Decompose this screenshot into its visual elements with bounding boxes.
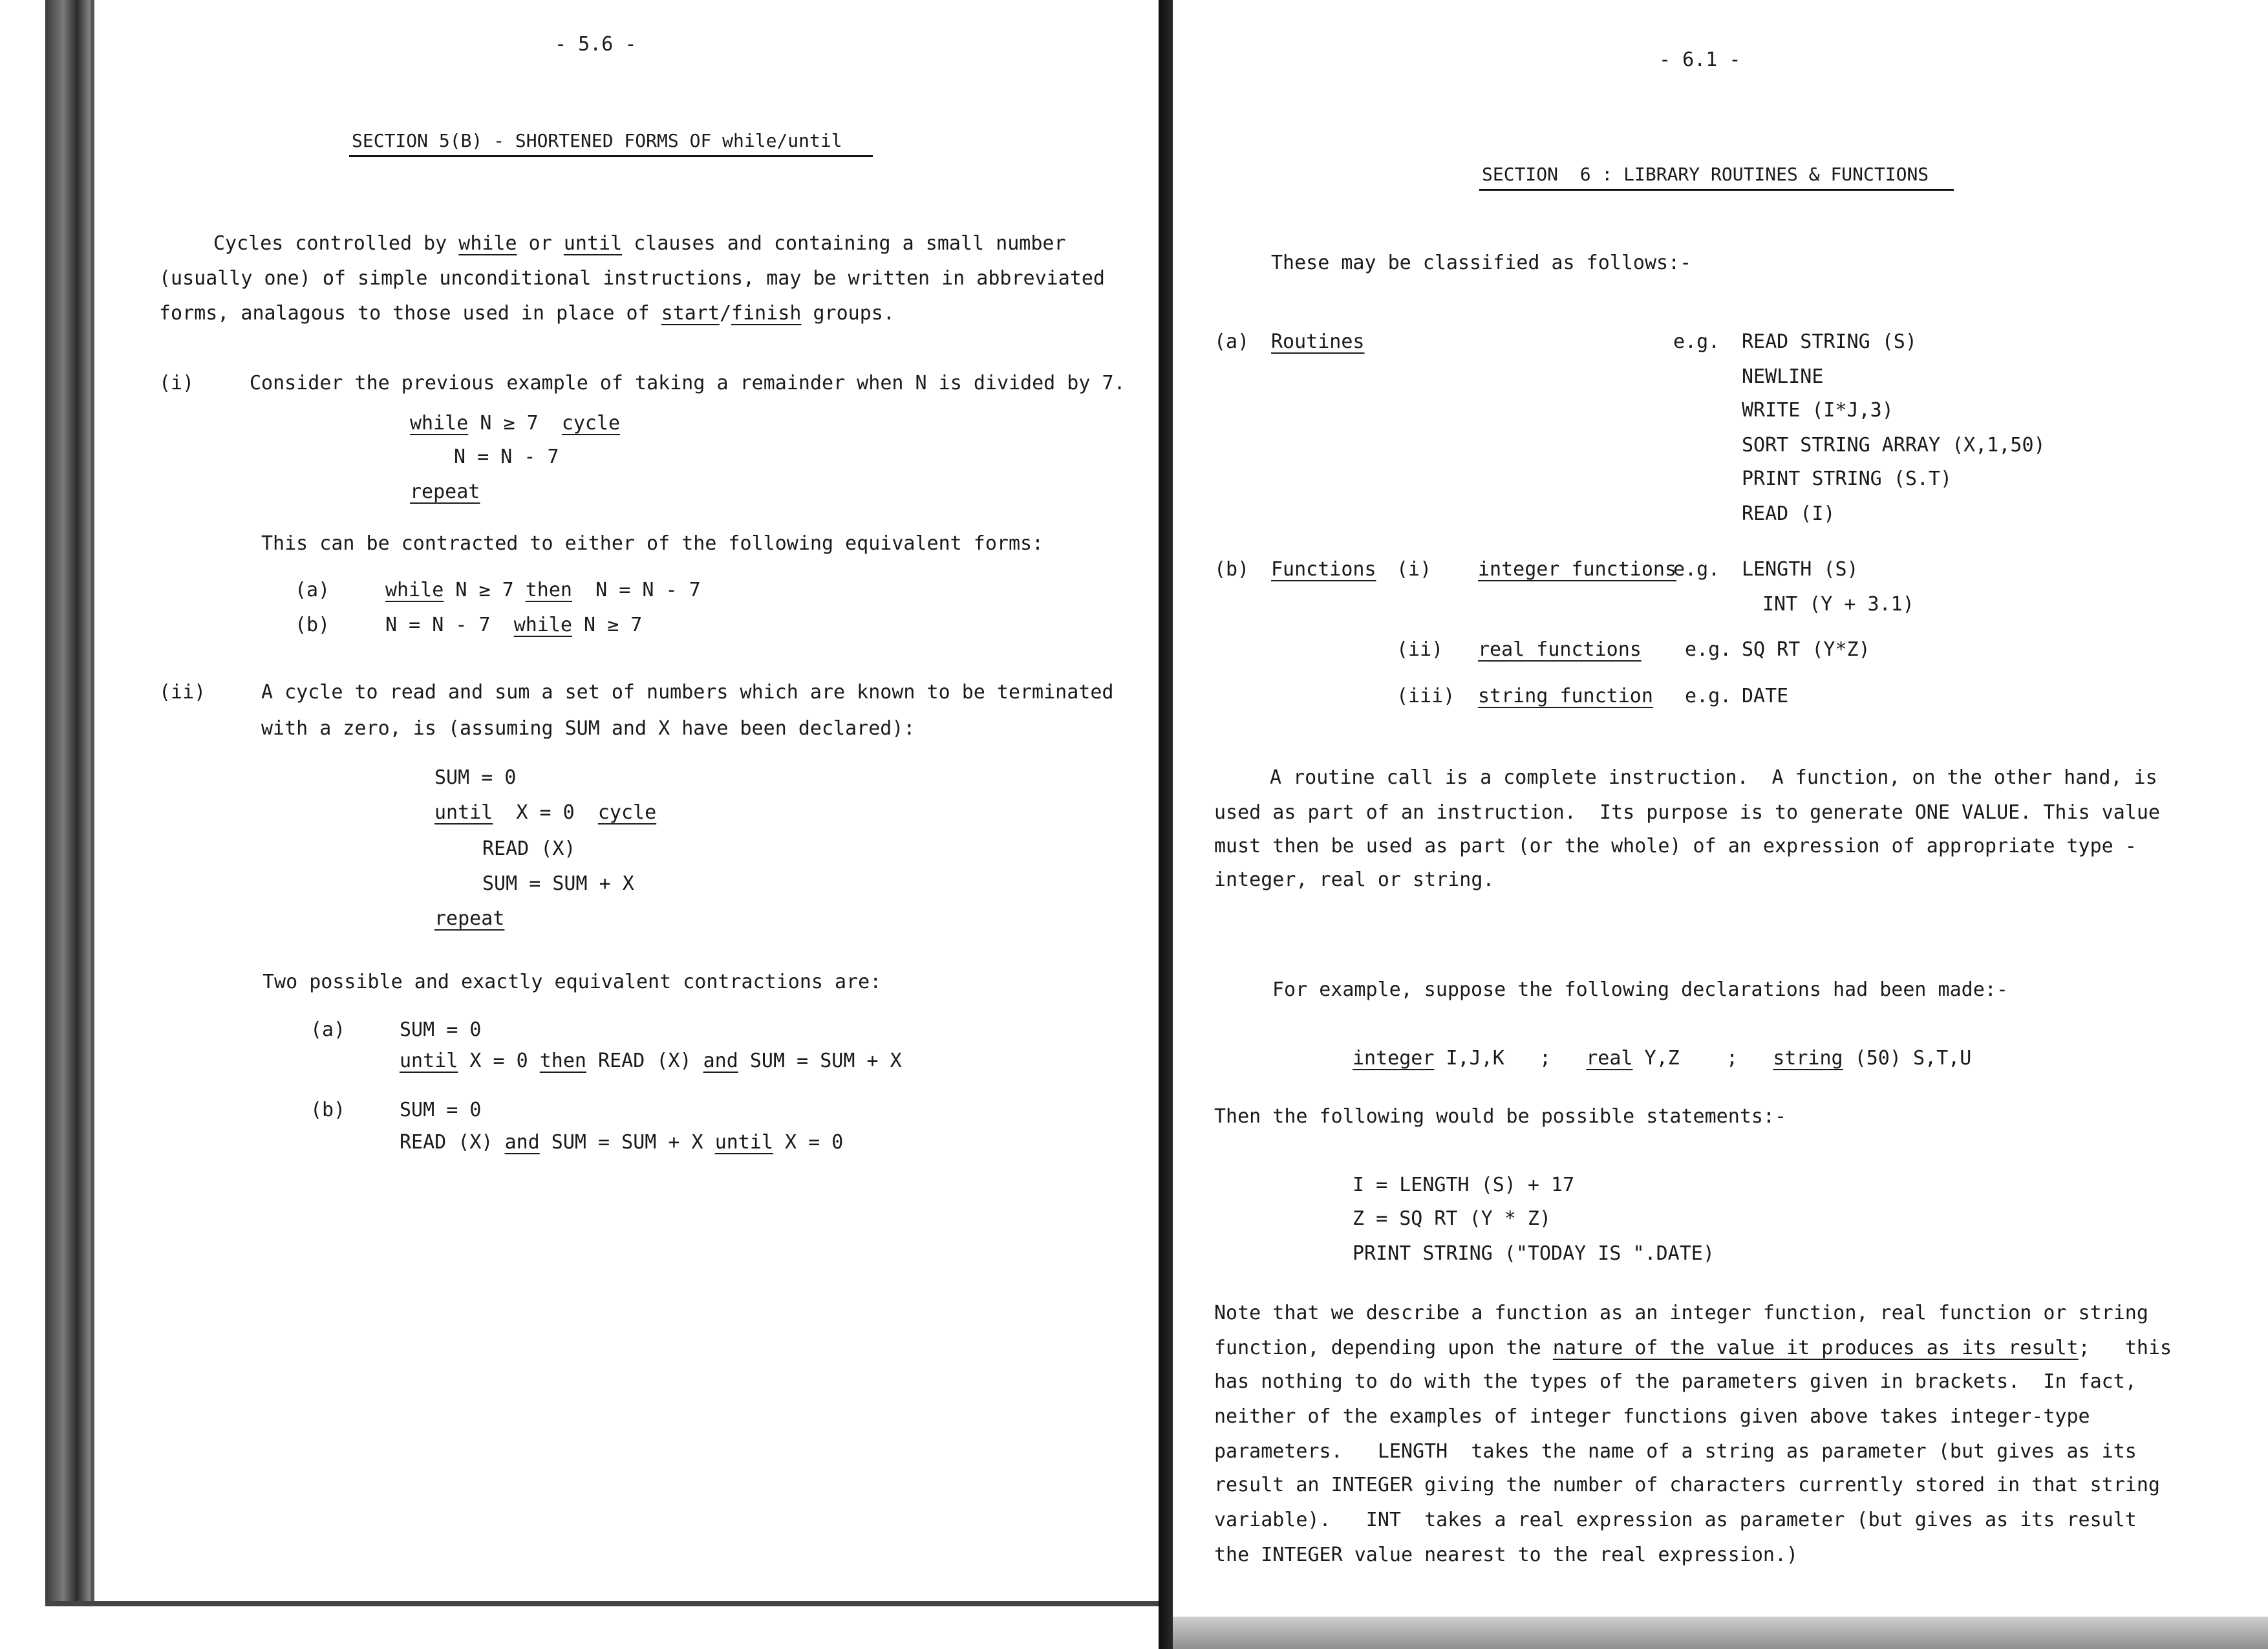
eg-label: e.g. [1685,638,1732,661]
function-type-label: string function [1478,685,1653,707]
code-line: while N ≥ 7 cycle [410,412,621,435]
note-line: variable). INT takes a real expression as parameter (but gives as its result [1214,1509,2137,1531]
statement-line: PRINT STRING ("TODAY IS ".DATE) [1353,1242,1715,1265]
note-line: result an INTEGER giving the number of characters currently stored in that string [1214,1474,2160,1496]
routines-label: Routines [1271,330,1365,353]
note-line: the INTEGER value nearest to the real expression.) [1214,1544,1799,1566]
sub-marker: (b) [295,614,330,636]
section-heading: SECTION 6 : LIBRARY ROUTINES & FUNCTIONS [1482,164,1929,185]
sub-marker: (i) [1396,558,1432,581]
right-page [1173,0,2268,1617]
note-line: Note that we describe a function as an integer function, real function or string [1214,1302,2148,1324]
routine-example: READ (I) [1742,502,1835,525]
code-line: until X = 0 cycle [434,801,657,824]
declaration-line: integer I,J,K ; real Y,Z ; string (50) S,T,U [1353,1047,1972,1070]
sub-marker: (iii) [1396,685,1455,707]
eg-label: e.g. [1673,558,1720,581]
note-line: parameters. LENGTH takes the name of a string as parameter (but gives as its [1214,1440,2137,1463]
eg-label: e.g. [1673,330,1720,353]
routine-example: NEWLINE [1742,365,1824,388]
function-example: INT (Y + 3.1) [1762,593,1914,616]
paragraph-line: These may be classified as follows:- [1271,252,1692,274]
page-edge [45,1601,1159,1606]
eg-label: e.g. [1685,685,1732,707]
sub-marker: (a) [295,579,330,601]
item-text: A cycle to read and sum a set of numbers which are known to be terminated [261,681,1114,704]
note-line: neither of the examples of integer functions given above takes integer-type [1214,1405,2090,1428]
statement-line: I = LENGTH (S) + 17 [1353,1174,1575,1196]
item-text: Consider the previous example of taking a remainder when N is divided by 7. [250,372,1126,394]
routine-example: SORT STRING ARRAY (X,1,50) [1742,434,2046,457]
function-type-label: real functions [1478,638,1642,661]
code-line: SUM = 0 [400,1099,482,1121]
section-heading: SECTION 5(B) - SHORTENED FORMS OF while/until [352,130,842,151]
paragraph-line: used as part of an instruction. Its purpose is to generate ONE VALUE. This value [1214,801,2160,824]
intro-line-3: forms, analagous to those used in place of start/finish groups. [159,302,895,325]
page-number: - 5.6 - [555,33,637,56]
paragraph-line: must then be used as part (or the whole) of an expression of appropriate type - [1214,835,2137,857]
heading-underline [349,155,873,157]
item-marker: (ii) [159,681,206,704]
code-line: N = N - 7 [454,446,559,468]
intro-line-2: (usually one) of simple unconditional instructions, may be written in abbreviated [159,267,1105,290]
paragraph-line: integer, real or string. [1214,868,1495,891]
note-line: function, depending upon the nature of the value it produces as its result; this [1214,1337,2172,1359]
code-line: READ (X) and SUM = SUM + X until X = 0 [400,1131,844,1154]
item-marker: (b) [1214,558,1250,581]
code-line: READ (X) [482,837,576,860]
code-line: SUM = 0 [400,1018,482,1041]
book-spine [45,0,91,1604]
item-marker: (i) [159,372,195,394]
paragraph-line: For example, suppose the following declarations had been made:- [1272,978,2008,1001]
function-type-label: integer functions [1478,558,1677,581]
function-example: LENGTH (S) [1742,558,1859,581]
sub-marker: (ii) [1396,638,1444,661]
code-line: repeat [434,907,505,930]
code-line: N = N - 7 while N ≥ 7 [385,614,643,636]
left-page [94,0,1159,1601]
code-line: repeat [410,480,480,503]
code-line: while N ≥ 7 then N = N - 7 [385,579,701,601]
sub-marker: (b) [310,1099,346,1121]
heading-underline [1479,189,1954,191]
function-example: SQ RT (Y*Z) [1742,638,1870,661]
sub-marker: (a) [310,1018,346,1041]
paragraph-line: This can be contracted to either of the following equivalent forms: [261,532,1044,555]
note-line: has nothing to do with the types of the parameters given in brackets. In fact, [1214,1370,2137,1393]
routine-example: PRINT STRING (S.T) [1742,468,1952,490]
function-example: DATE [1742,685,1789,707]
routine-example: READ STRING (S) [1742,330,1917,353]
paragraph-line: A routine call is a complete instruction. A function, on the other hand, is [1270,766,2157,789]
item-text: with a zero, is (assuming SUM and X have been declared): [261,717,915,740]
paragraph-line: Two possible and exactly equivalent contractions are: [262,971,882,993]
item-marker: (a) [1214,330,1250,353]
book-gutter [1159,0,1173,1649]
paragraph-line: Then the following would be possible statements:- [1214,1105,1787,1128]
page-number: - 6.1 - [1659,48,1741,71]
code-line: SUM = 0 [434,766,517,789]
code-line: until X = 0 then READ (X) and SUM = SUM + X [400,1050,902,1072]
intro-line-1: Cycles controlled by while or until clauses and containing a small number [213,232,1066,255]
code-line: SUM = SUM + X [482,872,634,895]
page-edge [1173,1617,2268,1649]
statement-line: Z = SQ RT (Y * Z) [1353,1207,1552,1230]
functions-label: Functions [1271,558,1376,581]
routine-example: WRITE (I*J,3) [1742,399,1894,422]
